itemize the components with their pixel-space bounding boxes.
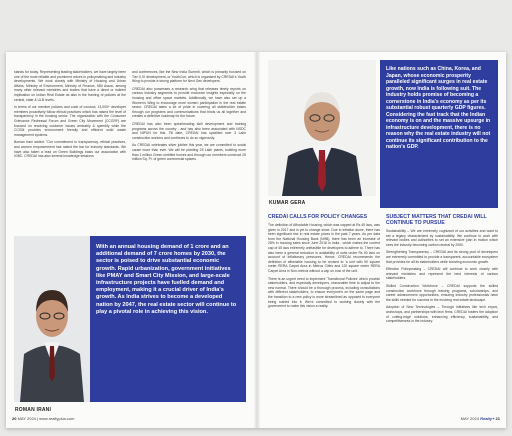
pull-quote-box-right [380, 60, 498, 208]
portrait-photo-roman-irani [14, 236, 90, 402]
right-page-column-2 [386, 229, 498, 327]
body-paragraph: As CREDAI celebrates silver jubilee this year, we are committed to social cause more than ever. We will be planting 25 Lakh plants, building more than 1 million Green certified homes and through our members construct 25 million Sq. Ft. of green commercial spaces. [132, 143, 246, 162]
body-paragraph: CREDAI also possesses a research wing that releases timely reports on various industry segments to provide exclusive insights especially on the housing and office space markets. Additionally, we have also set up a Women's Wing to encourage more women participation in the real estate sector. CREDAI takes a lot of pride in covering all stakeholder bases through our programs and communications that binds us all together and creates a definitive roadmap for the future. [132, 86, 246, 119]
right-footer [461, 416, 500, 421]
portrait-illustration [14, 236, 90, 402]
page-number: 21 [495, 416, 500, 421]
photo-caption: KUMAR GERA [269, 200, 306, 206]
right-page-column-1 [268, 223, 380, 312]
body-paragraph: The definition of Affordable Housing, which was capped at Rs 45 lacs, was given in 2017 and is yet to change since. Due to inflation alone, there has been significant rise in real estate prices in the past 7 years. As per data from the National Housing Bank (NHB), there has been an increase of 28% in housing sales since June 2018 in India - which makes the current cap of 45 lacs extremely unfeasible for developers to adhere to. There has also been a general reduction in availability of units under Rs 50 lacs on account of inflationary pressures. Hence, CREDAI recommends the definition of affordable housing to be revised to 'a unit with 90 square meter RERA Carpet Area in Metros Cities and 120 square meter RERA Carpet Area in Non-metros without a cap on cost of the unit. [268, 223, 380, 273]
portrait-illustration [268, 60, 376, 196]
body-paragraph: Effective Policymaking – CREDAI will continue to work closely with relevant ministries and represent the best interests of various stakeholders. [386, 267, 498, 281]
body-paragraph: There is an urgent need to implement 'Transitional Policies' which provide stakeholders, and especially developers, reasonable time to adjust to the new normal. There should be a thorough process, including consultations with different stakeholders, to ensure everyone's on the same page and the transition to a new policy is more streamlined as opposed to everyone being rushed into it. We're committed to working closely with the government to make this vision a reality. [268, 276, 380, 309]
left-page-column-1 [14, 70, 126, 162]
realty-plus-logo: Realty+ [480, 416, 495, 421]
pull-quote-box-left [14, 236, 246, 402]
body-paragraph: CREDAI has also been spearheading skill development and training programs across the country - and has also been associated with NSDC and NIPUN for this. Till date, CREDAI has upskilled over 3 Lakh construction workers and continues to do so vigorously. [132, 121, 246, 140]
left-footer [12, 416, 75, 421]
pull-quote-text: With an annual housing demand of 1 crore and an additional demand of 7 crore homes by 2030, the sector is poised to drive substantial economic growth. Rapid urbanization, government initiatives like PMAY and Smart City Mission, and large-scale infrastructure projects have fuelled demand and employment, making it a crucial driver of India's growth. As India strives to become a developed nation by 2047, the real estate sector will continue to play a pivotal role in achieving this vision. [96, 244, 237, 315]
footer-text: MAY 2024 | www.realtyplus.com [17, 416, 75, 421]
footer-text: MAY 2024 [460, 416, 479, 421]
body-paragraph: Boman Irani added: "Our commitment to transparency, ethical practices, and women empowerment has raised the bar for industry standards. We have also taken a lead on Green Buildings basis our association with IGBC. CREDAI has also several knowledge sessions [14, 140, 126, 159]
body-paragraph: Sustainability – We are extremely cognizant of our activities and want to set a legacy characterized by sustainability. We continue to work with relevant bodies and authorities to set an extensive plan in motion which sees the industry becoming carbon neutral by 2050. [386, 229, 498, 247]
page-gutter [254, 52, 260, 428]
body-paragraph: Skilled Construction Workforce – CREDAI supports the skilled construction workforce through training programs, scholarships, and career advancement opportunities, ensuring industry professionals have the skills needed for success in the evolving real estate landscape. [386, 283, 498, 302]
body-paragraph: stands for today. Representing leading stakeholders, we have largely been one of the most reliable and prominent voices in policymaking and industry developments. We work closely with Ministry of Housing and Urban Affairs, Ministry of Environment, Ministry of Finance, NBI Assoc, among many other relevant ministries and bodies that have a direct or indirect implication on Indian Real Estate as also in the framing of policies at the central, state & ULB levels. [14, 70, 126, 102]
section-heading: SUBJECT MATTERS THAT CREDAI WILL CONTINUE TO PURSUE [386, 214, 487, 226]
portrait-photo-kumar-gera [268, 60, 376, 196]
photo-caption: ROMAN IRANI [15, 407, 52, 413]
left-page-column-2 [132, 70, 246, 165]
magazine-spread [6, 52, 506, 428]
body-paragraph: In terms of our member policies and code of conduct, 13,000+ developer members proactively follow ethical practices which has raised the level of transparency in the housing sector. The organization with the Consumer Grievance Redressal Forum and Green City Movement (CCGRF) are focused on resolving customer issues amicably & speedily while the CCGM provides environment friendly and efficient solid waste management systems. [14, 105, 126, 137]
body-paragraph: Strengthening Transparency – CREDAI and its strong pool of developers are extremely committed to provide a transparent, accountable ecosystem that provides for all its stakeholders while boosting economic growth. [386, 250, 498, 264]
body-paragraph: and conferences, like the New India Summit, which is primarily focused on Tier II, III development, or YouthCon, which is organised by CREDAI's Youth Wing to provide a strong platform for Next Gen developers. [132, 70, 246, 84]
page-number: 20 [12, 416, 17, 421]
body-paragraph: Adoption of New Technologies – Through initiatives like tech expos, workshops, and partnerships with tech firms, CREDAI fosters the adoption of cutting-edge solutions, enhancing efficiency, sustainability, and competitiveness in the industry. [386, 305, 498, 324]
pull-quote-text: Like nations such as China, Korea, and Japan, whose economic prosperity paralleled significant surges in real estate growth, now India is following suit. The industry holds promise of becoming a cornerstone in India's economy as per its substantial robust quarterly GDP figures. Considering the fast track that the Indian economy is on and the massive upsurge in infrastructure development, there is no reason why the real estate industry will not continue its significant contribution to the nation's GDP. [386, 66, 491, 150]
section-heading: CREDAI CALLS FOR POLICY CHANGES [268, 214, 368, 220]
